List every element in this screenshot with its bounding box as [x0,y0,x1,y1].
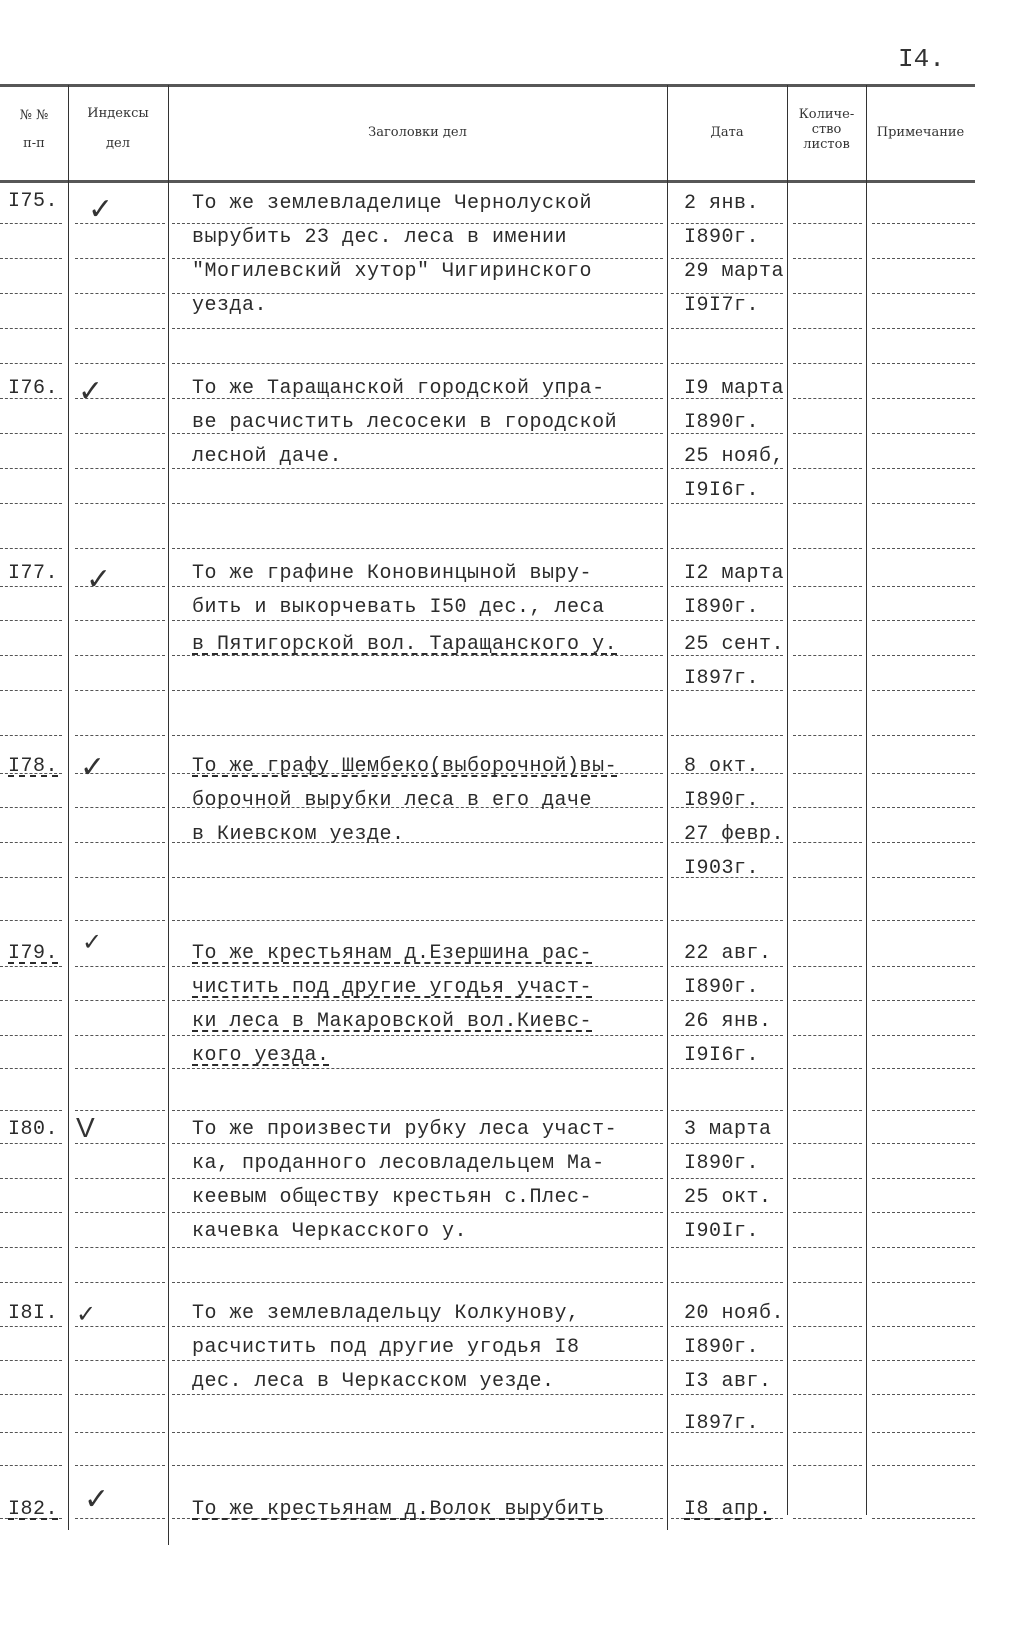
row-rule [0,1282,62,1283]
row-rule [793,223,862,224]
row-rule [0,1360,62,1361]
row-rule [172,1326,663,1327]
entry-title-line: То же произвести рубку леса участ- [192,1118,618,1141]
entry-date: I897г. [684,1412,760,1435]
row-rule [671,1000,783,1001]
row-rule [75,877,165,878]
header-index-line1: Индексы [87,106,149,121]
entry-number: I77. [8,562,59,585]
entry-date: I90Iг. [684,1220,760,1243]
row-rule [671,1143,783,1144]
row-rule [671,1212,783,1213]
row-rule [872,1178,975,1179]
entry-date: I890г. [684,1152,760,1175]
row-rule [793,398,862,399]
entry-title-line: расчистить под другие угодья I8 [192,1336,580,1359]
row-rule [75,258,165,259]
row-rule [872,655,975,656]
row-rule [671,328,783,329]
row-rule [75,1282,165,1283]
entry-date: I890г. [684,1336,760,1359]
row-rule [75,548,165,549]
entry-date: I9 марта [684,377,785,400]
row-rule [172,1035,663,1036]
row-rule [872,842,975,843]
row-rule [172,503,663,504]
entry-date: 25 нояб, [684,445,785,468]
row-rule [75,1110,165,1111]
row-rule [0,655,62,656]
row-rule [872,807,975,808]
row-rule [75,1465,165,1466]
entry-date: I890г. [684,226,760,249]
row-rule [172,223,663,224]
row-rule [0,807,62,808]
row-rule [75,468,165,469]
row-rule [172,1394,663,1395]
col-divider [168,85,169,1545]
entry-date: I890г. [684,976,760,999]
row-rule [75,1518,165,1519]
entry-date: I890г. [684,411,760,434]
row-rule [671,620,783,621]
header-title: Заголовки дел [368,125,467,140]
row-rule [0,842,62,843]
entry-title-line: чистить под другие угодья участ- [192,976,593,999]
entry-date: I8 апр. [684,1498,772,1521]
entry-title-line: То же землевладелице Чернолуской [192,192,593,215]
entry-title-line: в Пятигорской вол. Таращанского у. [192,633,618,656]
entry-date: I9I7г. [684,294,760,317]
entry-date: I897г. [684,667,760,690]
row-rule [793,468,862,469]
entry-title-line: бить и выкорчевать I50 дес., леса [192,596,605,619]
row-rule [0,503,62,504]
row-rule [872,548,975,549]
row-rule [793,433,862,434]
row-rule [872,328,975,329]
row-rule [75,807,165,808]
row-rule [793,842,862,843]
check-mark-icon: ✓ [80,750,106,785]
row-rule [671,223,783,224]
row-rule [0,1035,62,1036]
entry-title-line: ки леса в Макаровской вол.Киевс- [192,1010,593,1033]
row-rule [793,1110,862,1111]
row-rule [0,620,62,621]
row-rule [0,690,62,691]
row-rule [872,258,975,259]
entry-number: I76. [8,377,59,400]
row-rule [872,1282,975,1283]
row-rule [793,548,862,549]
row-rule [872,966,975,967]
entry-date: I890г. [684,596,760,619]
row-rule [172,1068,663,1069]
row-rule [793,1178,862,1179]
row-rule [172,1000,663,1001]
row-rule [75,1432,165,1433]
entry-date: I3 авг. [684,1370,772,1393]
row-rule [0,1178,62,1179]
row-rule [793,1212,862,1213]
row-rule [872,1110,975,1111]
row-rule [793,877,862,878]
row-rule [0,328,62,329]
row-rule [793,655,862,656]
check-mark-icon: V [76,1112,95,1143]
header-index [68,106,168,152]
row-rule [0,1465,62,1466]
row-rule [172,735,663,736]
row-rule [872,690,975,691]
row-rule [172,258,663,259]
entry-date: I9I6г. [684,1044,760,1067]
row-rule [872,223,975,224]
entry-title-line: То же графине Коновинцыной выру- [192,562,593,585]
row-rule [671,1110,783,1111]
row-rule [75,1035,165,1036]
entry-title-line: лесной даче. [192,445,343,468]
row-rule [671,1068,783,1069]
row-rule [793,1465,862,1466]
row-rule [172,363,663,364]
row-rule [172,1212,663,1213]
row-rule [75,735,165,736]
row-rule [872,920,975,921]
check-mark-icon: ✓ [88,192,114,227]
row-rule [172,1432,663,1433]
entry-title-line: То же графу Шембеко(выборочной)вы- [192,755,618,778]
row-rule [172,328,663,329]
entry-date: I2 марта [684,562,785,585]
entry-title-line: дес. леса в Черкасском уезде. [192,1370,555,1393]
row-rule [872,620,975,621]
entry-title-line: борочной вырубки леса в его даче [192,789,593,812]
row-rule [0,1432,62,1433]
entry-number: I82. [8,1498,59,1521]
row-rule [75,655,165,656]
row-rule [75,920,165,921]
row-rule [671,1282,783,1283]
row-rule [793,258,862,259]
row-rule [75,293,165,294]
entry-title-line: ка, проданного лесовладельцем Ма- [192,1152,605,1175]
header-sheets [787,107,866,152]
row-rule [793,620,862,621]
row-rule [0,920,62,921]
entry-title-line: качевка Черкасского у. [192,1220,468,1243]
row-rule [172,1143,663,1144]
row-rule [0,468,62,469]
row-rule [793,503,862,504]
row-rule [872,877,975,878]
row-rule [671,1326,783,1327]
row-rule [872,1360,975,1361]
entry-number: I8I. [8,1302,59,1325]
entry-date: 8 окт. [684,755,760,778]
check-mark-icon: ✓ [82,928,103,956]
row-rule [0,1212,62,1213]
entry-date: 29 марта [684,260,785,283]
row-rule [872,398,975,399]
row-rule [671,735,783,736]
row-rule [872,1394,975,1395]
entry-date: 20 нояб. [684,1302,785,1325]
row-rule [172,1247,663,1248]
row-rule [793,966,862,967]
header-num [0,108,68,152]
row-rule [172,1465,663,1466]
row-rule [0,223,62,224]
header-num-line1: № № [19,108,49,123]
row-rule [0,433,62,434]
entry-date: 25 сент. [684,633,785,656]
entry-title-line: кого уезда. [192,1044,330,1067]
row-rule [793,1143,862,1144]
row-rule [75,1394,165,1395]
check-mark-icon: ✓ [76,1300,97,1328]
header-sheets-line3: листов [803,137,850,152]
row-rule [172,966,663,967]
row-rule [671,1360,783,1361]
row-rule [0,1000,62,1001]
row-rule [0,966,62,967]
entry-number: I78. [8,755,59,778]
row-rule [75,1068,165,1069]
row-rule [0,548,62,549]
row-rule [793,293,862,294]
row-rule [872,1518,975,1519]
row-rule [172,1110,663,1111]
row-rule [671,1035,783,1036]
row-rule [75,1178,165,1179]
entry-title-line: То же землевладельцу Колкунову, [192,1302,580,1325]
row-rule [75,1360,165,1361]
row-rule [872,1465,975,1466]
row-rule [872,773,975,774]
row-rule [0,877,62,878]
row-rule [872,503,975,504]
entry-title-line: в Киевском уезде. [192,823,405,846]
entry-number: I79. [8,942,59,965]
entry-date: 26 янв. [684,1010,772,1033]
row-rule [793,328,862,329]
entry-date: I9I6г. [684,479,760,502]
row-rule [671,1394,783,1395]
row-rule [0,1068,62,1069]
row-rule [872,1000,975,1001]
row-rule [671,258,783,259]
page-number: I4. [898,44,945,74]
row-rule [75,966,165,967]
row-rule [671,1178,783,1179]
entry-title-line: вырубить 23 дес. леса в имении [192,226,568,249]
row-rule [671,966,783,967]
row-rule [793,363,862,364]
row-rule [172,920,663,921]
row-rule [75,328,165,329]
row-rule [793,1035,862,1036]
row-rule [0,735,62,736]
check-mark-icon: ✓ [86,562,112,597]
row-rule [671,586,783,587]
row-rule [872,1143,975,1144]
row-rule [793,1394,862,1395]
row-rule [671,363,783,364]
row-rule [75,842,165,843]
row-rule [671,1247,783,1248]
row-rule [793,1518,862,1519]
row-rule [793,1326,862,1327]
entry-title-line: То же крестьянам д.Волок вырубить [192,1498,605,1521]
entry-title-line: ве расчистить лесосеки в городской [192,411,618,434]
entry-title-line: То же Таращанской городской упра- [192,377,605,400]
entry-date: 27 февр. [684,823,785,846]
entry-title-line: "Могилевский хутор" Чигиринского [192,260,593,283]
row-rule [793,586,862,587]
entry-date: I903г. [684,857,760,880]
row-rule [172,690,663,691]
col-divider [68,85,69,1530]
row-rule [793,690,862,691]
entry-title-line: уезда. [192,294,268,317]
row-rule [75,503,165,504]
row-rule [172,548,663,549]
row-rule [0,1326,62,1327]
row-rule [872,468,975,469]
entry-title-line: кеевым обществу крестьян с.Плес- [192,1186,593,1209]
row-rule [172,1178,663,1179]
row-rule [75,1000,165,1001]
row-rule [0,258,62,259]
row-rule [0,586,62,587]
header-top-rule [0,84,975,87]
header-index-line2: дел [106,136,130,151]
row-rule [75,363,165,364]
row-rule [793,735,862,736]
row-rule [0,1110,62,1111]
entry-title-line: То же крестьянам д.Езершина рас- [192,942,593,965]
entry-date: 22 авг. [684,942,772,965]
row-rule [172,1360,663,1361]
header-note: Примечание [876,125,965,140]
row-rule [671,920,783,921]
row-rule [872,1247,975,1248]
entry-date: 3 марта [684,1118,772,1141]
row-rule [872,293,975,294]
entry-number: I80. [8,1118,59,1141]
row-rule [671,548,783,549]
row-rule [872,433,975,434]
row-rule [872,1035,975,1036]
row-rule [671,503,783,504]
header-sheets-line2: ство [811,122,842,137]
row-rule [0,1394,62,1395]
row-rule [872,1432,975,1433]
col-divider [866,85,867,1515]
row-rule [75,690,165,691]
col-divider [787,85,788,1515]
row-rule [872,735,975,736]
row-rule [872,1068,975,1069]
row-rule [0,1247,62,1248]
row-rule [872,586,975,587]
row-rule [172,586,663,587]
entry-date: I890г. [684,789,760,812]
row-rule [75,433,165,434]
entry-date: 2 янв. [684,192,760,215]
row-rule [793,807,862,808]
row-rule [793,1247,862,1248]
row-rule [793,1068,862,1069]
check-mark-icon: ✓ [78,374,104,409]
entry-date: 25 окт. [684,1186,772,1209]
row-rule [75,1247,165,1248]
row-rule [172,877,663,878]
col-divider [667,85,668,1530]
row-rule [0,363,62,364]
row-rule [75,620,165,621]
row-rule [671,1465,783,1466]
header-date: Дата [710,125,744,140]
row-rule [872,363,975,364]
row-rule [172,1282,663,1283]
entry-number: I75. [8,190,59,213]
row-rule [75,1212,165,1213]
row-rule [793,1432,862,1433]
row-rule [872,1212,975,1213]
row-rule [872,1326,975,1327]
row-rule [172,620,663,621]
row-rule [793,920,862,921]
row-rule [793,1360,862,1361]
row-rule [793,773,862,774]
row-rule [793,1282,862,1283]
row-rule [793,1000,862,1001]
check-mark-icon: ✓ [84,1482,110,1517]
row-rule [0,293,62,294]
header-sheets-line1: Количе- [798,107,855,122]
header-bottom-rule [0,180,975,183]
row-rule [0,1143,62,1144]
header-num-line2: п-п [23,136,45,151]
